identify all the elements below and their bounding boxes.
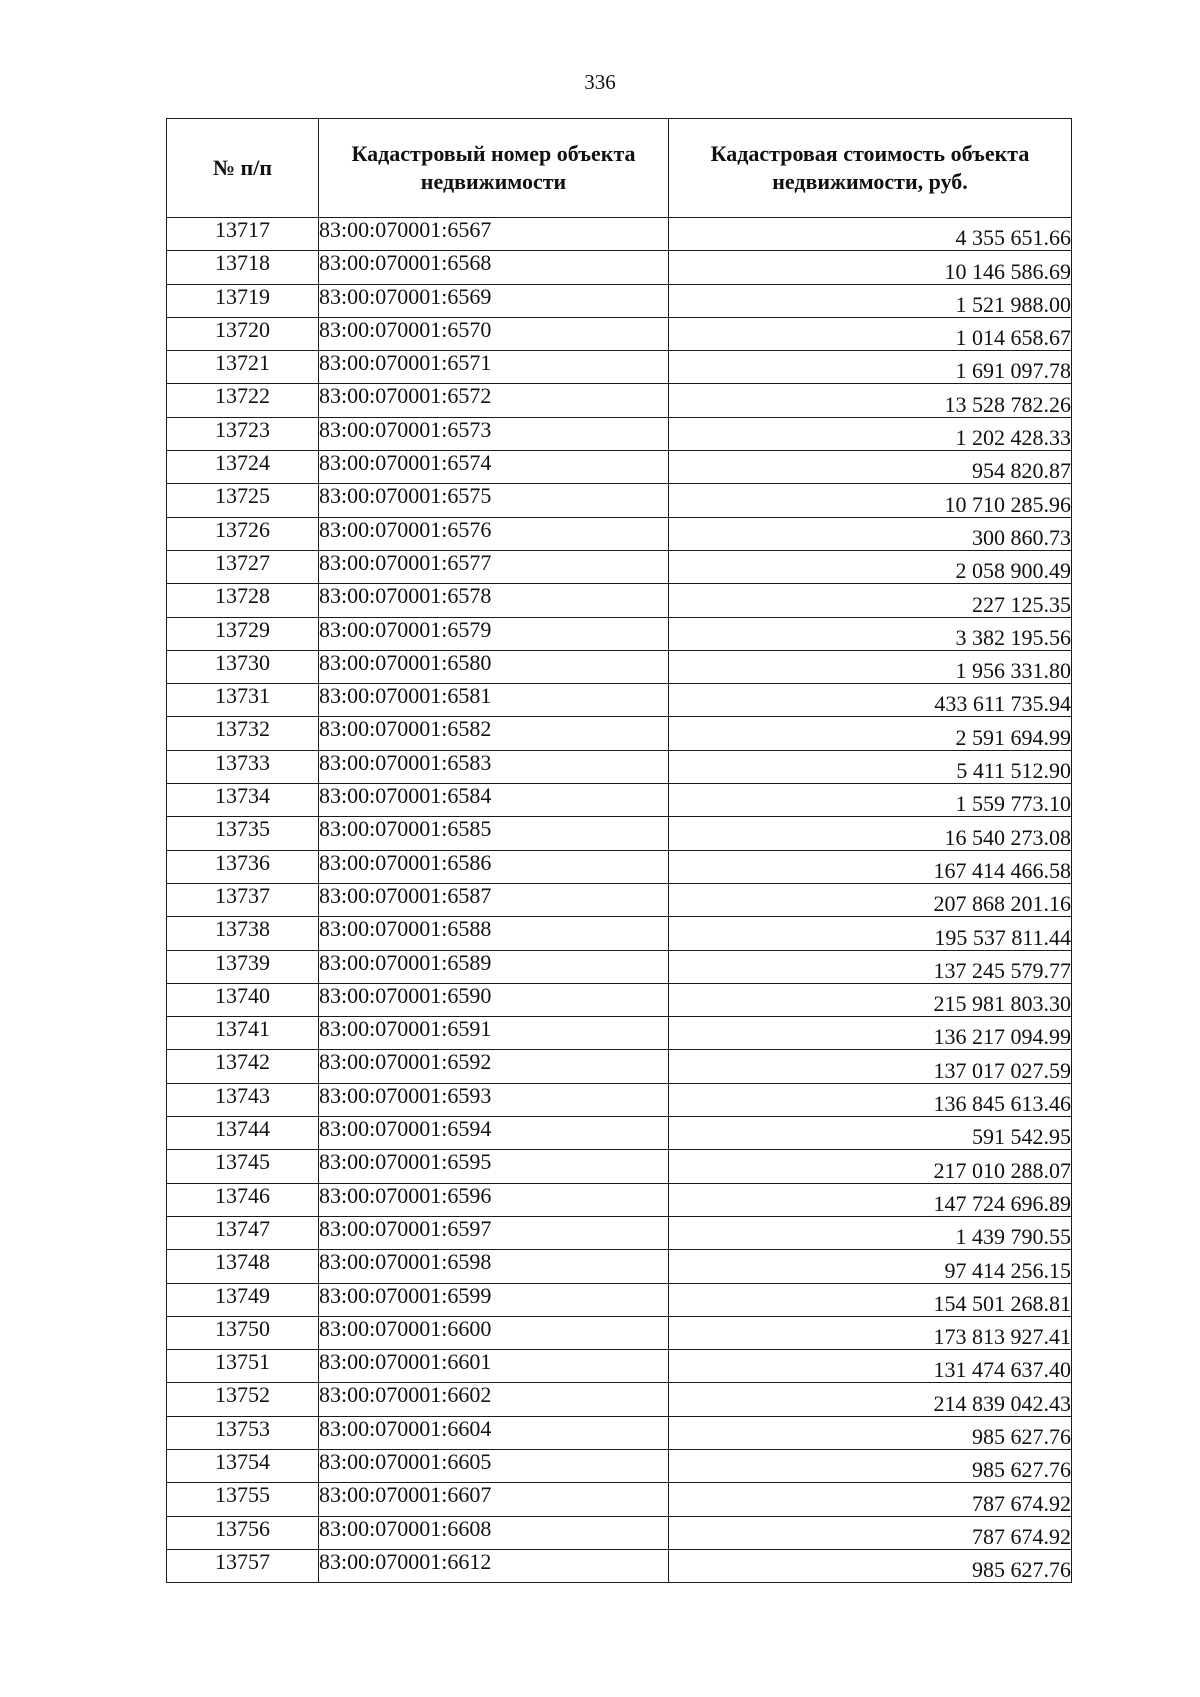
cadastral-value-cell: 13 528 782.26 xyxy=(669,384,1072,417)
cadastral-value-cell: 137 245 579.77 xyxy=(669,950,1072,983)
cadastral-number-cell: 83:00:070001:6607 xyxy=(319,1483,669,1516)
cadastral-value-cell: 1 014 658.67 xyxy=(669,317,1072,350)
table-header-row xyxy=(167,119,1072,218)
cadastral-value-cell: 300 860.73 xyxy=(669,517,1072,550)
cadastral-number-cell: 83:00:070001:6602 xyxy=(319,1383,669,1416)
cadastral-number-cell: 83:00:070001:6573 xyxy=(319,417,669,450)
table-row xyxy=(167,1416,1072,1449)
table-body xyxy=(167,218,1072,1583)
table-row xyxy=(167,517,1072,550)
cadastral-number-cell: 83:00:070001:6596 xyxy=(319,1183,669,1216)
cadastral-value-cell: 214 839 042.43 xyxy=(669,1383,1072,1416)
cadastral-value-cell: 173 813 927.41 xyxy=(669,1316,1072,1349)
table-row xyxy=(167,317,1072,350)
row-number-cell: 13737 xyxy=(167,883,319,916)
row-number-cell: 13730 xyxy=(167,650,319,683)
cadastral-number-cell: 83:00:070001:6589 xyxy=(319,950,669,983)
cadastral-value-cell: 1 521 988.00 xyxy=(669,284,1072,317)
cadastral-value-cell: 3 382 195.56 xyxy=(669,617,1072,650)
row-number-cell: 13739 xyxy=(167,950,319,983)
cadastral-value-cell: 207 868 201.16 xyxy=(669,883,1072,916)
cadastral-number-cell: 83:00:070001:6582 xyxy=(319,717,669,750)
cadastral-value-cell: 433 611 735.94 xyxy=(669,684,1072,717)
row-number-cell: 13731 xyxy=(167,684,319,717)
cadastral-number-cell: 83:00:070001:6600 xyxy=(319,1316,669,1349)
table-row xyxy=(167,1183,1072,1216)
cadastral-number-cell: 83:00:070001:6584 xyxy=(319,784,669,817)
table-row xyxy=(167,1449,1072,1482)
table-row xyxy=(167,717,1072,750)
row-number-cell: 13736 xyxy=(167,850,319,883)
cadastral-value-cell: 1 439 790.55 xyxy=(669,1216,1072,1249)
cadastral-value-cell: 5 411 512.90 xyxy=(669,750,1072,783)
table-row xyxy=(167,650,1072,683)
cadastral-value-cell: 1 956 331.80 xyxy=(669,650,1072,683)
row-number-cell: 13723 xyxy=(167,417,319,450)
cadastral-number-cell: 83:00:070001:6567 xyxy=(319,218,669,251)
table-row xyxy=(167,917,1072,950)
row-number-cell: 13744 xyxy=(167,1117,319,1150)
cadastral-number-cell: 83:00:070001:6590 xyxy=(319,983,669,1016)
table-row xyxy=(167,1050,1072,1083)
cadastral-value-cell: 591 542.95 xyxy=(669,1117,1072,1150)
cadastral-number-cell: 83:00:070001:6595 xyxy=(319,1150,669,1183)
table-row xyxy=(167,1350,1072,1383)
cadastral-number-cell: 83:00:070001:6575 xyxy=(319,484,669,517)
cadastral-value-cell: 147 724 696.89 xyxy=(669,1183,1072,1216)
table-row xyxy=(167,451,1072,484)
cadastral-value-cell: 787 674.92 xyxy=(669,1516,1072,1549)
row-number-cell: 13738 xyxy=(167,917,319,950)
row-number-cell: 13717 xyxy=(167,218,319,251)
row-number-cell: 13756 xyxy=(167,1516,319,1549)
cadastral-value-cell: 2 591 694.99 xyxy=(669,717,1072,750)
row-number-cell: 13732 xyxy=(167,717,319,750)
table-row xyxy=(167,1117,1072,1150)
row-number-cell: 13719 xyxy=(167,284,319,317)
row-number-cell: 13733 xyxy=(167,750,319,783)
cadastral-value-cell: 136 217 094.99 xyxy=(669,1017,1072,1050)
cadastral-value-cell: 1 202 428.33 xyxy=(669,417,1072,450)
row-number-cell: 13746 xyxy=(167,1183,319,1216)
table-row xyxy=(167,684,1072,717)
cadastral-value-cell: 154 501 268.81 xyxy=(669,1283,1072,1316)
cadastral-number-cell: 83:00:070001:6571 xyxy=(319,351,669,384)
table-row xyxy=(167,1316,1072,1349)
cadastral-value-cell: 787 674.92 xyxy=(669,1483,1072,1516)
table-row xyxy=(167,784,1072,817)
table-row xyxy=(167,1083,1072,1116)
cadastral-number-cell: 83:00:070001:6580 xyxy=(319,650,669,683)
cadastral-number-cell: 83:00:070001:6598 xyxy=(319,1250,669,1283)
cadastral-number-cell: 83:00:070001:6569 xyxy=(319,284,669,317)
cadastral-number-cell: 83:00:070001:6586 xyxy=(319,850,669,883)
cadastral-number-cell: 83:00:070001:6576 xyxy=(319,517,669,550)
table-row xyxy=(167,1017,1072,1050)
header-cadastral-number: Кадастровый номер объекта недвижимости xyxy=(319,119,669,218)
table-row xyxy=(167,1383,1072,1416)
row-number-cell: 13752 xyxy=(167,1383,319,1416)
cadastral-value-cell: 985 627.76 xyxy=(669,1449,1072,1482)
cadastral-number-cell: 83:00:070001:6591 xyxy=(319,1017,669,1050)
table-row xyxy=(167,218,1072,251)
cadastral-value-cell: 10 710 285.96 xyxy=(669,484,1072,517)
cadastral-value-cell: 97 414 256.15 xyxy=(669,1250,1072,1283)
cadastral-number-cell: 83:00:070001:6593 xyxy=(319,1083,669,1116)
cadastral-value-cell: 215 981 803.30 xyxy=(669,983,1072,1016)
row-number-cell: 13757 xyxy=(167,1549,319,1582)
table-row xyxy=(167,417,1072,450)
cadastral-number-cell: 83:00:070001:6587 xyxy=(319,883,669,916)
cadastral-number-cell: 83:00:070001:6578 xyxy=(319,584,669,617)
cadastral-number-cell: 83:00:070001:6572 xyxy=(319,384,669,417)
row-number-cell: 13755 xyxy=(167,1483,319,1516)
cadastral-value-cell: 131 474 637.40 xyxy=(669,1350,1072,1383)
row-number-cell: 13751 xyxy=(167,1350,319,1383)
cadastral-value-cell: 985 627.76 xyxy=(669,1416,1072,1449)
row-number-cell: 13724 xyxy=(167,451,319,484)
cadastral-value-cell: 985 627.76 xyxy=(669,1549,1072,1582)
table-row xyxy=(167,950,1072,983)
cadastral-value-cell: 227 125.35 xyxy=(669,584,1072,617)
cadastral-number-cell: 83:00:070001:6594 xyxy=(319,1117,669,1150)
cadastral-value-cell: 137 017 027.59 xyxy=(669,1050,1072,1083)
row-number-cell: 13747 xyxy=(167,1216,319,1249)
row-number-cell: 13735 xyxy=(167,817,319,850)
row-number-cell: 13743 xyxy=(167,1083,319,1116)
cadastral-value-cell: 1 559 773.10 xyxy=(669,784,1072,817)
cadastral-value-cell: 195 537 811.44 xyxy=(669,917,1072,950)
table-row xyxy=(167,1516,1072,1549)
cadastral-value-cell: 10 146 586.69 xyxy=(669,251,1072,284)
row-number-cell: 13749 xyxy=(167,1283,319,1316)
table-row xyxy=(167,617,1072,650)
row-number-cell: 13728 xyxy=(167,584,319,617)
row-number-cell: 13754 xyxy=(167,1449,319,1482)
table-row xyxy=(167,484,1072,517)
row-number-cell: 13745 xyxy=(167,1150,319,1183)
cadastral-number-cell: 83:00:070001:6585 xyxy=(319,817,669,850)
cadastral-number-cell: 83:00:070001:6599 xyxy=(319,1283,669,1316)
row-number-cell: 13741 xyxy=(167,1017,319,1050)
cadastral-value-cell: 1 691 097.78 xyxy=(669,351,1072,384)
row-number-cell: 13750 xyxy=(167,1316,319,1349)
cadastral-value-table xyxy=(166,118,1072,1583)
table-row xyxy=(167,1216,1072,1249)
row-number-cell: 13720 xyxy=(167,317,319,350)
row-number-cell: 13740 xyxy=(167,983,319,1016)
row-number-cell: 13722 xyxy=(167,384,319,417)
cadastral-number-cell: 83:00:070001:6612 xyxy=(319,1549,669,1582)
cadastral-value-cell: 2 058 900.49 xyxy=(669,550,1072,583)
table-row xyxy=(167,351,1072,384)
table-row xyxy=(167,584,1072,617)
cadastral-value-cell: 217 010 288.07 xyxy=(669,1150,1072,1183)
table-row xyxy=(167,1549,1072,1582)
row-number-cell: 13726 xyxy=(167,517,319,550)
table-row xyxy=(167,384,1072,417)
cadastral-number-cell: 83:00:070001:6588 xyxy=(319,917,669,950)
cadastral-number-cell: 83:00:070001:6604 xyxy=(319,1416,669,1449)
cadastral-number-cell: 83:00:070001:6570 xyxy=(319,317,669,350)
cadastral-number-cell: 83:00:070001:6579 xyxy=(319,617,669,650)
table-row xyxy=(167,750,1072,783)
table-row xyxy=(167,1283,1072,1316)
table-row xyxy=(167,1250,1072,1283)
table-row xyxy=(167,1150,1072,1183)
table-row xyxy=(167,251,1072,284)
cadastral-value-cell: 954 820.87 xyxy=(669,451,1072,484)
cadastral-value-cell: 4 355 651.66 xyxy=(669,218,1072,251)
row-number-cell: 13729 xyxy=(167,617,319,650)
cadastral-number-cell: 83:00:070001:6568 xyxy=(319,251,669,284)
header-row-number: № п/п xyxy=(167,119,319,218)
row-number-cell: 13721 xyxy=(167,351,319,384)
cadastral-value-cell: 16 540 273.08 xyxy=(669,817,1072,850)
table-row xyxy=(167,550,1072,583)
table-row xyxy=(167,1483,1072,1516)
table-row xyxy=(167,883,1072,916)
cadastral-number-cell: 83:00:070001:6592 xyxy=(319,1050,669,1083)
cadastral-number-cell: 83:00:070001:6583 xyxy=(319,750,669,783)
row-number-cell: 13718 xyxy=(167,251,319,284)
table-row xyxy=(167,850,1072,883)
row-number-cell: 13727 xyxy=(167,550,319,583)
cadastral-number-cell: 83:00:070001:6608 xyxy=(319,1516,669,1549)
cadastral-number-cell: 83:00:070001:6574 xyxy=(319,451,669,484)
row-number-cell: 13725 xyxy=(167,484,319,517)
cadastral-number-cell: 83:00:070001:6577 xyxy=(319,550,669,583)
cadastral-value-cell: 136 845 613.46 xyxy=(669,1083,1072,1116)
row-number-cell: 13753 xyxy=(167,1416,319,1449)
table-row xyxy=(167,284,1072,317)
table-row xyxy=(167,983,1072,1016)
table-row xyxy=(167,817,1072,850)
page-number: 336 xyxy=(584,70,616,94)
cadastral-number-cell: 83:00:070001:6597 xyxy=(319,1216,669,1249)
row-number-cell: 13734 xyxy=(167,784,319,817)
cadastral-number-cell: 83:00:070001:6605 xyxy=(319,1449,669,1482)
cadastral-number-cell: 83:00:070001:6581 xyxy=(319,684,669,717)
cadastral-value-cell: 167 414 466.58 xyxy=(669,850,1072,883)
row-number-cell: 13748 xyxy=(167,1250,319,1283)
cadastral-number-cell: 83:00:070001:6601 xyxy=(319,1350,669,1383)
row-number-cell: 13742 xyxy=(167,1050,319,1083)
header-cadastral-value: Кадастровая стоимость объекта недвижимости, руб. xyxy=(669,119,1072,218)
